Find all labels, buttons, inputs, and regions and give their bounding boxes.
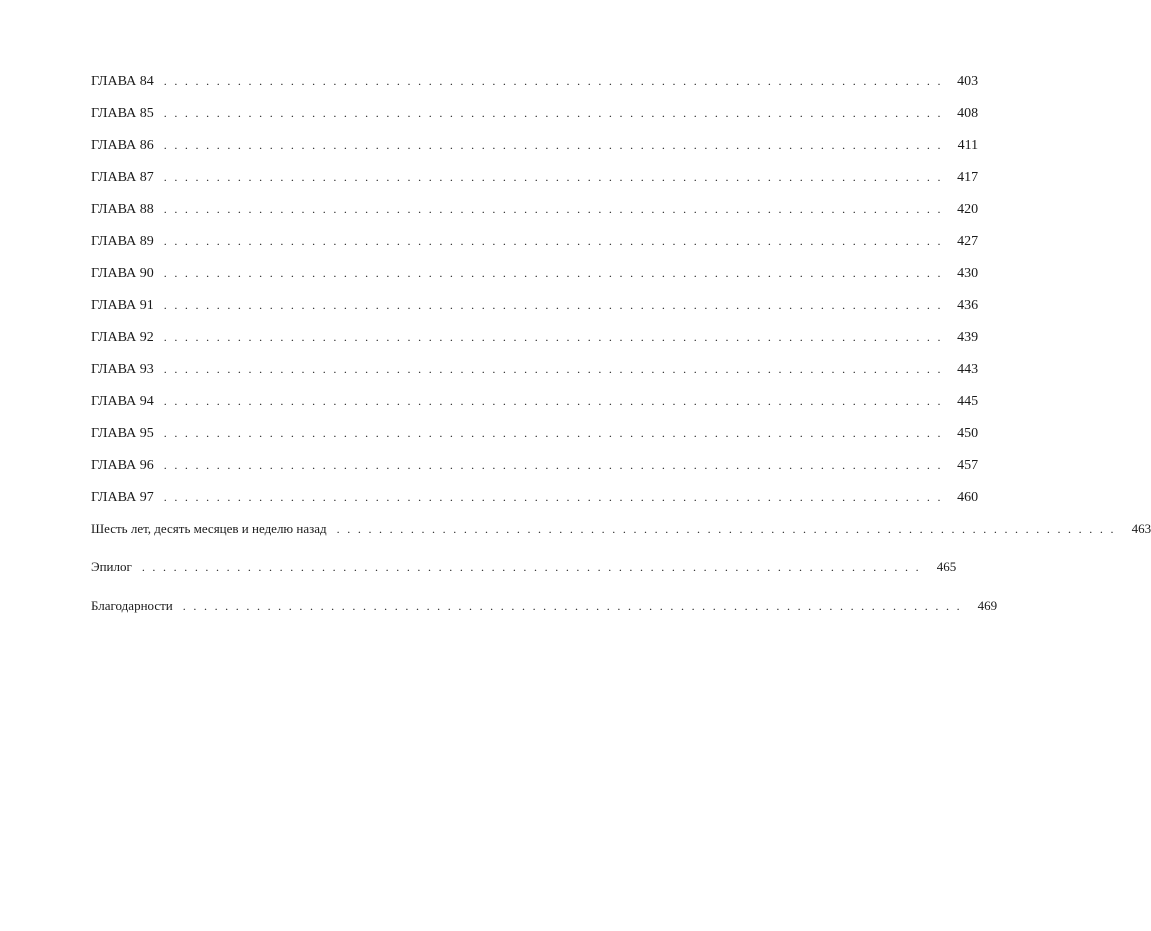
toc-entry-title: Шесть лет, десять месяцев и неделю назад <box>91 521 327 536</box>
toc-entry-page: 436 <box>957 298 979 313</box>
toc-entry[interactable] <box>91 424 979 456</box>
toc-entry-page: 463 <box>1131 521 1151 536</box>
toc-entry[interactable] <box>91 558 957 590</box>
toc-entry-page: 469 <box>977 598 998 613</box>
toc-entry-page: 445 <box>957 394 979 409</box>
toc-entry[interactable] <box>91 168 979 200</box>
toc-entry[interactable] <box>91 488 979 520</box>
toc-entry-title: ГЛАВА 85 <box>91 106 154 121</box>
toc-entry-page: 443 <box>957 362 979 377</box>
toc-entry[interactable] <box>91 392 979 424</box>
toc-entry[interactable] <box>91 328 979 360</box>
toc-entry[interactable] <box>91 136 979 168</box>
toc-leader-dots: .......................................................................... <box>163 74 949 88</box>
toc-leader-dots: .......................................................................... <box>163 362 949 376</box>
toc-entry-title: ГЛАВА 88 <box>91 202 154 217</box>
toc-entry[interactable] <box>91 264 979 296</box>
toc-leader-dots: .......................................................................... <box>163 266 949 280</box>
toc-entry-page: 457 <box>957 458 979 473</box>
toc-entry-title: ГЛАВА 89 <box>91 234 154 249</box>
toc-entry-title: Эпилог <box>91 559 132 574</box>
toc-entry[interactable] <box>91 104 979 136</box>
toc-entry-title: ГЛАВА 93 <box>91 362 154 377</box>
toc-leader-dots: .......................................................................... <box>163 330 949 344</box>
toc-entry-page: 465 <box>936 559 957 574</box>
toc-entry-page: 439 <box>957 330 979 345</box>
toc-entry-title: ГЛАВА 86 <box>91 138 154 153</box>
toc-entry-title: ГЛАВА 87 <box>91 170 154 185</box>
toc-entry-page: 411 <box>957 138 979 153</box>
toc-leader-dots: .......................................................................... <box>163 458 949 472</box>
toc-entry-title: ГЛАВА 95 <box>91 426 154 441</box>
toc-leader-dots: .......................................................................... <box>163 490 949 504</box>
toc-leader-dots: .......................................................................... <box>163 234 949 248</box>
toc-leader-dots: .......................................................................... <box>182 599 968 613</box>
toc-leader-dots: .......................................................................... <box>163 202 949 216</box>
table-of-contents <box>91 72 1151 629</box>
toc-entry-title: ГЛАВА 96 <box>91 458 154 473</box>
toc-leader-dots: .......................................................................... <box>163 394 949 408</box>
toc-entry-page: 427 <box>957 234 979 249</box>
toc-entry-title: ГЛАВА 91 <box>91 298 154 313</box>
toc-entry-title: ГЛАВА 84 <box>91 74 154 89</box>
toc-entry-page: 430 <box>957 266 979 281</box>
toc-entry-title: Благодарности <box>91 598 173 613</box>
toc-entry-title: ГЛАВА 94 <box>91 394 154 409</box>
toc-entry-title: ГЛАВА 90 <box>91 266 154 281</box>
toc-entry-title: ГЛАВА 97 <box>91 490 154 505</box>
toc-leader-dots: .......................................................................... <box>163 170 949 184</box>
toc-entry[interactable] <box>91 200 979 232</box>
toc-entry-page: 417 <box>957 170 979 185</box>
toc-entry-page: 403 <box>957 74 979 89</box>
toc-leader-dots: .......................................................................... <box>163 298 949 312</box>
toc-entry-title: ГЛАВА 92 <box>91 330 154 345</box>
toc-entry-page: 408 <box>957 106 979 121</box>
toc-entry[interactable] <box>91 360 979 392</box>
toc-entry[interactable] <box>91 456 979 488</box>
toc-entry[interactable] <box>91 72 979 104</box>
toc-entry-page: 450 <box>957 426 979 441</box>
toc-entry-page: 420 <box>957 202 979 217</box>
toc-leader-dots: .......................................................................... <box>336 522 1122 536</box>
toc-entry[interactable] <box>91 232 979 264</box>
toc-entry-page: 460 <box>957 490 979 505</box>
toc-entry[interactable] <box>91 597 998 629</box>
toc-leader-dots: .......................................................................... <box>163 138 949 152</box>
toc-leader-dots: .......................................................................... <box>141 560 927 574</box>
toc-entry[interactable] <box>91 296 979 328</box>
toc-leader-dots: .......................................................................... <box>163 426 949 440</box>
toc-entry[interactable] <box>91 520 1151 552</box>
toc-leader-dots: .......................................................................... <box>163 106 949 120</box>
